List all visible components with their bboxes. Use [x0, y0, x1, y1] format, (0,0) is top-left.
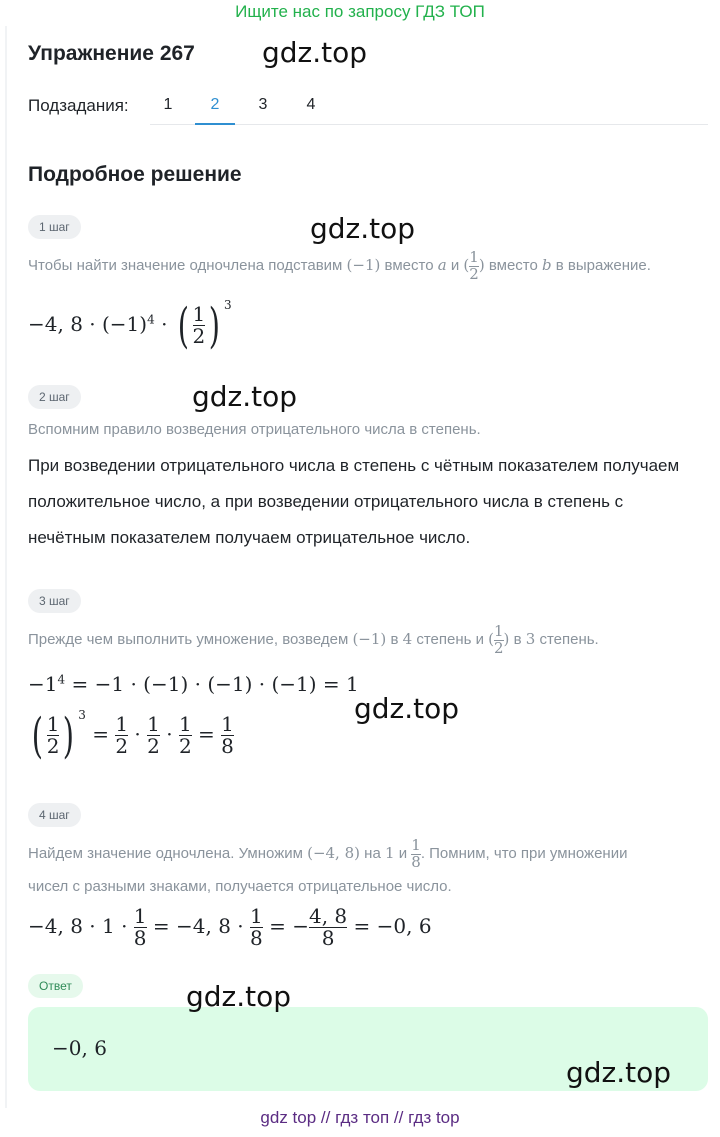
section-title: Подробное решение [28, 163, 242, 186]
step-2-badge: 2 шаг [28, 385, 81, 409]
step-4-text-line-2: чисел с разными знаками, получается отрицательное число. [28, 878, 452, 895]
step-1-formula: −4, $8 \cdot (-1)^4$ · ( $\frac{1}{2}$ ) $^3$ [28, 297, 232, 354]
tab-subtask-4[interactable]: 4 [306, 96, 316, 113]
step-3-formula-2: ( $\frac{1}{2}$ ) $^3$ = $\frac{1}{2}$ · $\frac{1}{2}$ · $\frac{1}{2}$ = $\frac{1}{8}$ [31, 707, 234, 764]
watermark: gdz.top [354, 692, 460, 725]
step-4-badge: 4 шаг [28, 803, 81, 827]
page-title: Упражнение 267 [28, 42, 195, 65]
subtasks-label: Подзадания: [28, 96, 129, 115]
step-1-badge: 1 шаг [28, 215, 81, 239]
watermark: gdz.top [262, 36, 368, 69]
step-4-formula: −4, 8 · 1 · $\frac{1}{8}$ = −4, 8 · $\frac{1}{8}$ = − $\frac{4, 8}{8}$ = −0, 6 [28, 904, 432, 950]
watermark: gdz.top [192, 380, 298, 413]
step-2-rule: При возведении отрицательного числа в степень с чётным показателем получаем положительное число, а при возведении отрицательного числа в степень с нечётным показателем получаем отрицательное число. [28, 456, 680, 547]
left-divider [5, 26, 7, 1108]
step-3-formula-1: $-1^4 = -1 \cdot (-1) \cdot (-1) \cdot (-1) = 1$ [28, 672, 359, 696]
step-1-text: Чтобы найти значение одночлена подставим (−1) вместо a и ( $\frac{1}{2}$ ) вместо b в выражение. [28, 248, 651, 283]
tab-subtask-1[interactable]: 1 [163, 96, 173, 113]
answer-badge: Ответ [28, 974, 83, 998]
watermark: gdz.top [186, 980, 292, 1013]
promo-banner[interactable]: Ищите нас по запросу ГДЗ ТОП [235, 2, 485, 21]
step-4-text-line-1: Найдем значение одночлена. Умножим (−4, 8) на 1 и $\frac{1}{8}$ . Помним, что при умножении [28, 836, 628, 871]
step-3-badge: 3 шаг [28, 589, 81, 613]
answer-value: −0, 6 [52, 1036, 107, 1060]
watermark: gdz.top [310, 212, 416, 245]
step-3-text: Прежде чем выполнить умножение, возведем (−1) в 4 степень и ( $\frac{1}{2}$ ) в 3 степень. [28, 622, 599, 657]
active-tab-indicator [195, 123, 235, 125]
tab-subtask-2[interactable]: 2 [210, 96, 220, 113]
tab-subtask-3[interactable]: 3 [258, 96, 268, 113]
step-2-text: Вспомним правило возведения отрицательного числа в степень. [28, 421, 481, 438]
watermark: gdz.top [566, 1056, 672, 1089]
footer-links[interactable]: gdz top // гдз топ // гдз top [260, 1108, 460, 1127]
